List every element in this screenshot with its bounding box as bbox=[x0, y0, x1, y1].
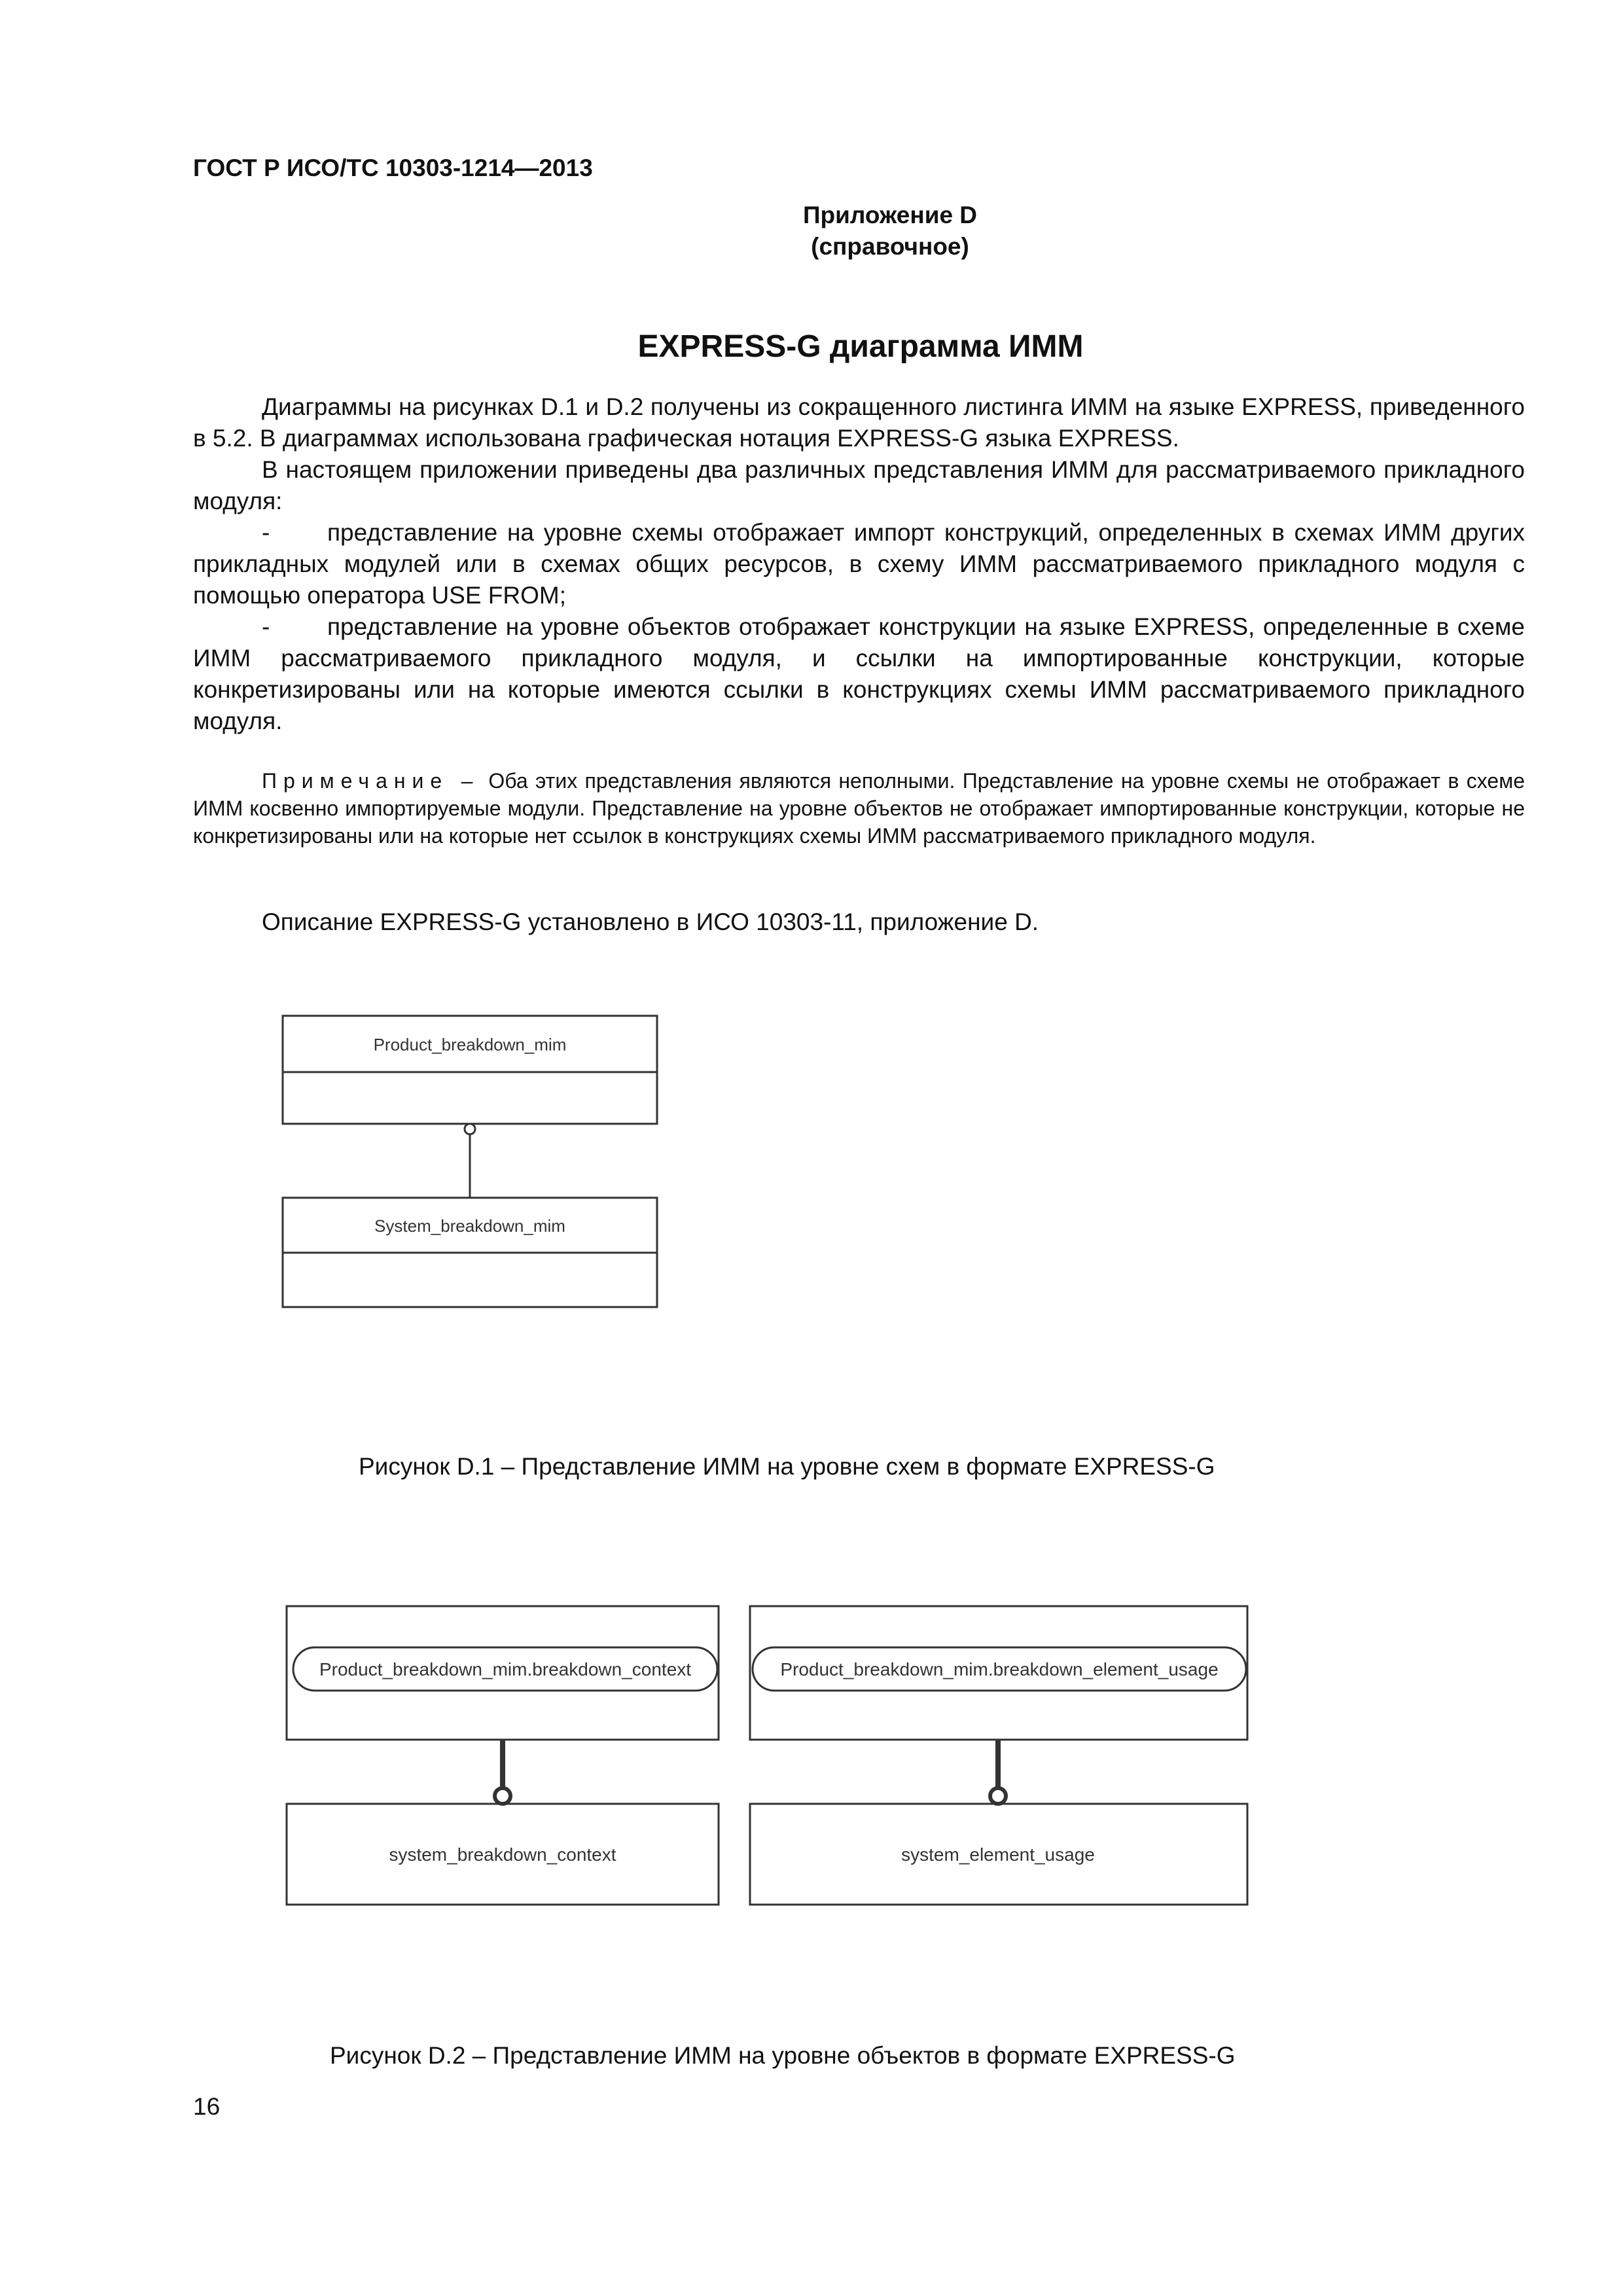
list-dash: - bbox=[262, 613, 270, 640]
annex-type: (справочное) bbox=[811, 233, 969, 260]
annex-title: Приложение D bbox=[802, 202, 978, 228]
paragraph-2: В настоящем приложении приведены два различных представления ИММ для рассматриваемого прикладного модуля: bbox=[193, 456, 1525, 514]
relation-circle-right bbox=[990, 1788, 1006, 1804]
schema-label-bottom: System_breakdown_mim bbox=[374, 1216, 565, 1236]
entity-label-left: system_breakdown_context bbox=[389, 1844, 616, 1865]
note-label: Примечание bbox=[262, 769, 449, 793]
note-dash: – bbox=[461, 769, 473, 793]
description-text: Описание EXPRESS-G установлено в ИСО 10303-11, приложение D. bbox=[262, 908, 1039, 935]
ref-label-left: Product_breakdown_mim.breakdown_context bbox=[319, 1659, 692, 1679]
figure-d2-caption: Рисунок D.2 – Представление ИММ на уровне объектов в формате EXPRESS-G bbox=[330, 2042, 1236, 2069]
page-number: 16 bbox=[193, 2093, 221, 2120]
list-item-text: представление на уровне объектов отображает конструкции на языке EXPRESS, определенные в схеме ИММ рассматриваемого прикладного модуля, и ссылки на импортированные конструкции, которые конкретизированы или на которые имеются ссылки в конструкциях схемы ИММ рассматриваемого прикладного модуля. bbox=[193, 613, 1525, 734]
paragraph-1: Диаграммы на рисунках D.1 и D.2 получены из сокращенного листинга ИММ на языке EXPRESS, приведенного в 5.2. В диаграммах использована графическая нотация EXPRESS-G языка EXPRESS. bbox=[193, 393, 1525, 452]
use-from-circle bbox=[465, 1124, 475, 1134]
figure-d1-caption: Рисунок D.1 – Представление ИММ на уровне схем в формате EXPRESS-G bbox=[359, 1453, 1215, 1480]
schema-label-top: Product_breakdown_mim bbox=[373, 1035, 567, 1054]
entity-label-right: system_element_usage bbox=[901, 1844, 1095, 1865]
note-text: Оба этих представления являются неполными. Представление на уровне схемы не отображает в схеме ИММ косвенно импортируемые модули. Представление на уровне объектов не отображает импортированные конструкции, которые не конкретизированы или на которые нет ссылок в конструкциях схемы ИММ рассматриваемого прикладного модуля. bbox=[193, 769, 1525, 848]
relation-circle-left bbox=[495, 1788, 510, 1804]
document-header: ГОСТ Р ИСО/ТС 10303-1214—2013 bbox=[193, 154, 593, 181]
list-dash: - bbox=[262, 519, 270, 546]
schema-box-top bbox=[283, 1016, 657, 1124]
list-item-text: представление на уровне схемы отображает импорт конструкций, определенных в схемах ИММ других прикладных модулей или в схемах общих ресурсов, в схему ИММ рассматриваемого прикладного модуля с помощью оператора USE FROM; bbox=[193, 519, 1525, 609]
ref-label-right: Product_breakdown_mim.breakdown_element_usage bbox=[780, 1659, 1219, 1679]
section-title: EXPRESS-G диаграмма ИММ bbox=[637, 329, 1084, 364]
figure-d1 bbox=[283, 1016, 657, 1307]
